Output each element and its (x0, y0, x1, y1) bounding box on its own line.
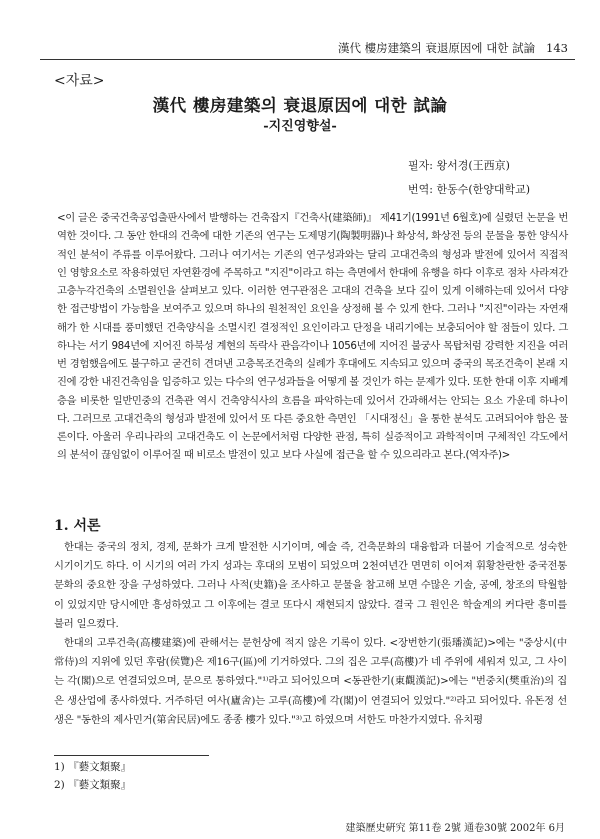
journal-footer: 建築歷史硏究 第11卷 2號 通卷30號 2002年 6月 (345, 823, 565, 834)
running-header-title: 漢代 樓房建築의 衰退原因에 대한 試論 (338, 41, 536, 55)
page-number: 143 (546, 41, 568, 55)
author-line (408, 157, 510, 173)
article-title: 漢代 樓房建築의 衰退原因에 대한 試論 (152, 96, 448, 115)
section-heading: 1. 서론 (54, 518, 101, 534)
translator-role: 번역: (408, 183, 433, 196)
translator-name: 한동수(한양대학교) (436, 183, 531, 196)
footnote-item: 2) 『藝文類聚』 (54, 779, 132, 791)
footnotes (54, 758, 131, 794)
running-header (300, 40, 568, 56)
article-subtitle: -지진영향설- (263, 119, 337, 134)
translator-abstract: <이 글은 중국건축공업출판사에서 발행하는 건축잡지『건축사(建築師)』 제41기(1991년 6월호)에 실렸던 논문을 번역한 것이다. 그 동안 한대의 건축에 대한 기존의 연구는 도제명기(陶製明器)나 화상석, 화상전 등의 문물을 통한 양식사적인 분석이 주류를 이루어왔다. 그러나 여기서는 기존의 연구성과와는 달리 고대건축의 형성과 발전에 있어서 직접적인 영향요소로 작용하였던 자연환경에 주목하고 "지진"이라고 하는 측면에서 한대에 유행을 하다 이후로 점차 사라져간 고층누각건축의 소멸원인을 살펴보고 있다. 이러한 연구관점은 고대의 건축을 보다 깊이 있게 이해하는데 있어서 다양한 접근방법이 가능함을 보여주고 있으며 하나의 원천적인 요인을 상정해 볼 수 있게 한다. 그러나 "지진"이라는 자연재해가 한 시대를 풍미했던 건축양식을 소멸시킨 결정적인 요인이라고 단정을 내리기에는 보충되어야 할 점들이 있다. 그 하나는 서기 984년에 지어진 하북성 계현의 독락사 관음각이나 1056년에 지어진 불궁사 목탑처럼 강력한 지진을 여러 번 경험했음에도 불구하고 굳건히 견뎌낸 고층목조건축의 실례가 후대에도 지속되고 있으며 중국의 목조건축이 본래 지진에 강한 내진건축임을 입증하고 있는 다수의 연구성과들을 어떻게 볼 것인가 하는 문제가 있다. 또한 한대 이후 지배계층을 비롯한 일반민중의 건축관 역시 건축양식사의 흐름을 파악하는데 있어서 간과해서는 안되는 요소 가운데 하나이다. 그러므로 고대건축의 형성과 발전에 있어서 또 다른 중요한 측면인 「시대정신」을 통한 분석도 고려되어야 함은 물론이다. 아울러 우리나라의 고대건축도 이 논문에서처럼 다양한 관점, 특히 실증적이고 과학적이며 구체적인 각도에서의 분석이 끊임없이 이루어질 때 비로소 발전이 있고 보다 사실에 접근을 할 수 있으리라고 본다.(역자주)> (57, 212, 568, 462)
author-role: 필자: (408, 159, 433, 172)
author-name: 왕서경(王西京) (436, 159, 510, 172)
body-paragraph: 한대는 중국의 정치, 경제, 문화가 크게 발전한 시기이며, 예술 즉, 건축문화의 대융합과 더불어 기술적으로 성숙한 시기이기도 하다. 이 시기의 여러 가지 성과는 후대의 모범이 되었으며 2천여년간 면면히 이어져 휘황찬란한 중국전통문화의 중요한 장을 구성하였다. 그러나 사적(史籍)을 조사하고 문물을 참고해 보면 수많은 기술, 공예, 창조의 탁월함이 있었지만 당시에만 흥성하였고 그 이후에는 결코 또다시 재현되지 않았다. 결국 그 원인은 학술계의 커다란 흥미를 불러 일으켰다. (54, 541, 567, 630)
translator-line (408, 181, 530, 197)
footnote-item: 1) 『藝文類聚』 (54, 761, 132, 773)
body-paragraph: 한대의 고루건축(高樓建築)에 관해서는 문헌상에 적지 않은 기록이 있다. <장번한기(張璠漢記)>에는 "중상시(中常侍)의 지위에 있던 후람(侯覽)은 제16구(區)에 기거하였다. 그의 집은 고루(高樓)가 네 주위에 세워져 있고, 그 사이는 각(閣)으로 연결되었으며, 문으로 통하였다."¹⁾라고 되어있으며 <동관한기(東觀漢記)>에는 "번중치(樊重治)의 집은 생산업에 종사하였다. 거주하던 여사(廬舍)는 고루(高樓)에 각(閣)이 연결되어 있었다."²⁾라고 되어있다. 유돈정 선생은 "동한의 제사민거(第舍民居)에도 종종 樓가 있다."³⁾고 하였으며 서한도 마찬가지였다. 유치평 (54, 637, 567, 726)
section-body (54, 538, 567, 730)
footnote-rule (54, 755, 209, 756)
section-tag: <자료> (54, 73, 105, 89)
header-rule (40, 59, 575, 60)
